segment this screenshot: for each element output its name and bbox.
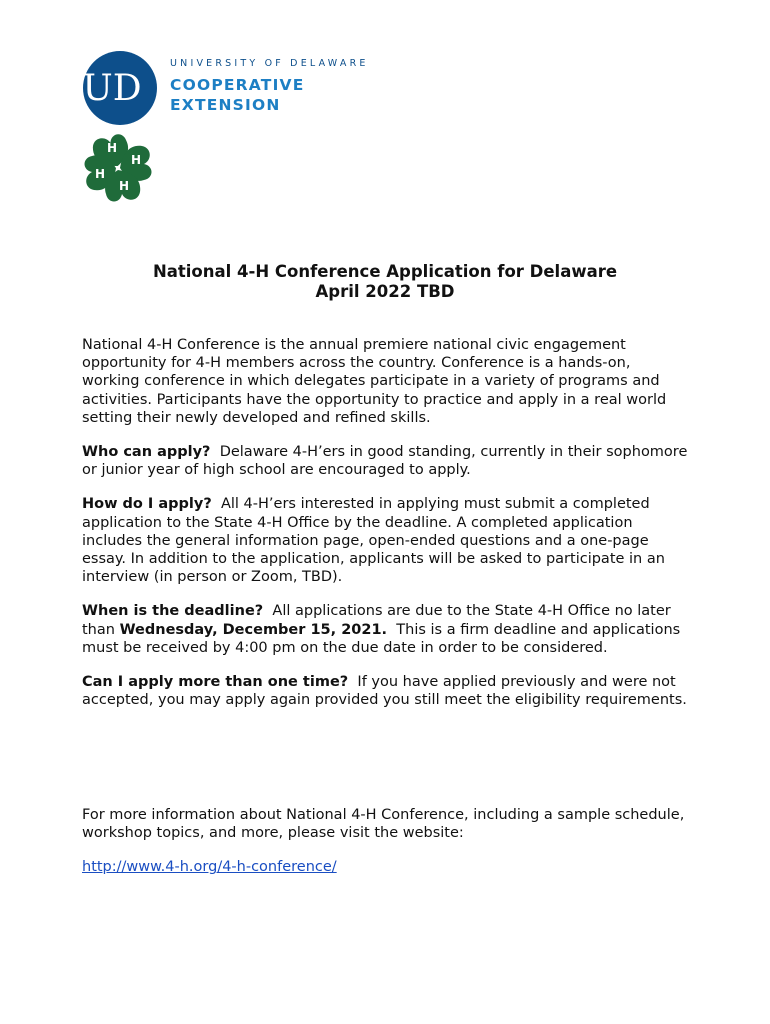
faq-how-answer: All 4-H’ers interested in applying must submit a completed application to the State 4-H Office by the deadline. A completed application includes the general information page, open-ended questions and a one-page essay. In addition to the application, applicants will be asked to participate in an interview (in person or Zoom, TBD).	[82, 496, 665, 586]
university-name: UNIVERSITY OF DELAWARE	[170, 58, 369, 69]
page-title	[0, 262, 770, 302]
faq-again-question: Can I apply more than one time?	[82, 674, 349, 691]
faq-who-answer: Delaware 4-H’ers in good standing, currently in their sophomore or junior year of high school are encouraged to apply.	[82, 444, 688, 479]
faq-who-question: Who can apply?	[82, 444, 211, 461]
title-line1: National 4-H Conference Application for Delaware	[152, 262, 618, 281]
program-line1: COOPERATIVE	[170, 76, 305, 94]
program-line2: EXTENSION	[170, 96, 281, 114]
faq-again-answer: If you have applied previously and were not accepted, you may apply again provided you still meet the eligibility requirements.	[82, 674, 687, 709]
ud-wordmark	[170, 58, 369, 115]
clover-letter-2: H	[130, 153, 142, 167]
title-line2: April 2022 TBD	[315, 282, 455, 301]
seal-letters: UD	[82, 68, 142, 109]
conference-website-link[interactable]: http://www.4-h.org/4-h-conference/	[82, 859, 337, 876]
faq-when	[82, 602, 692, 657]
more-info-text: For more information about National 4-H Conference, including a sample schedule, workshop topics, and more, please visit the website:	[82, 807, 685, 842]
faq-how	[82, 495, 692, 586]
faq-again	[82, 673, 692, 709]
faq-who	[82, 443, 692, 479]
faq-when-answer-1: All applications are due to the State 4-H Office no later than	[82, 603, 671, 638]
document-body	[82, 336, 692, 725]
clover-letter-4: H	[94, 167, 106, 181]
clover-letter-1: H	[106, 141, 118, 155]
faq-when-question: When is the deadline?	[82, 603, 264, 620]
header-logo	[78, 48, 378, 208]
more-info-section	[82, 806, 692, 893]
ud-seal-icon	[82, 50, 158, 126]
faq-when-answer-2: This is a firm deadline and applications must be received by 4:00 pm on the due date in order to be considered.	[82, 621, 681, 656]
intro-paragraph: National 4-H Conference is the annual premiere national civic engagement opportunity for 4-H members across the country. Conference is a hands-on, working conference in which delegates participate in a variety of programs and activities. Participants have the opportunity to practice and apply in a real world setting their newly developed and refined skills.	[82, 337, 667, 426]
faq-how-question: How do I apply?	[82, 496, 212, 513]
clover-letter-3: H	[118, 179, 130, 193]
faq-when-date: Wednesday, December 15, 2021.	[119, 621, 388, 638]
4h-clover-icon	[78, 128, 158, 208]
